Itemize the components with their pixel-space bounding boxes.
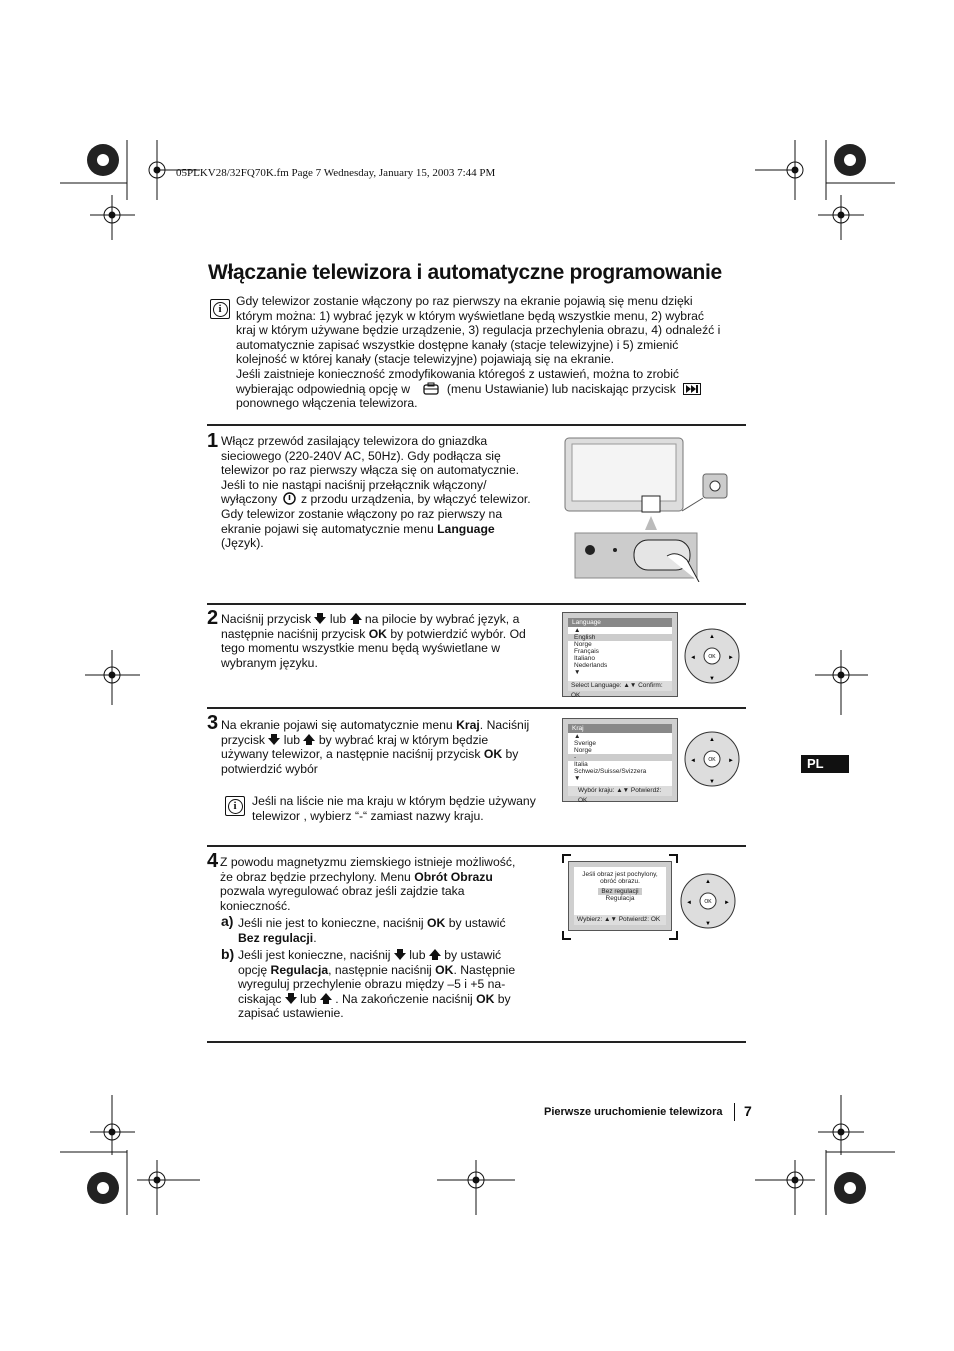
svg-text:▲: ▲ [709,634,715,640]
menu-footer: Wybór kraju: ▲▼ Potwierdź: OK [568,786,672,796]
svg-text:◄: ◄ [690,655,696,661]
power-icon [283,492,296,505]
svg-text:▼: ▼ [705,921,711,927]
divider [207,424,746,426]
menu-footer: Select Language: ▲▼ Confirm: OK [568,681,672,691]
option-a-text: Jeśli nie jest to konieczne, naciśnij OK by ustawić Bez regulacji. [238,916,506,945]
footer-section: Pierwsze uruchomienie telewizora [544,1106,723,1118]
down-arrow-icon [268,734,280,745]
rotation-menu-screen [568,861,672,931]
step-3-number: 3 [207,712,219,734]
page-number: 7 [744,1103,752,1119]
menu-up-arrow: ▲ [574,627,581,634]
remote-joystick-icon [684,731,740,787]
menu-up-arrow: ▲ [574,733,581,740]
info-icon: i [225,796,245,816]
footer-divider [734,1103,735,1121]
menu-item: - [568,754,672,761]
menu-title: Language [568,618,672,627]
menu-message: obróć obrazu. [600,878,640,885]
menu-item: Français [574,648,599,655]
info-icon: i [210,299,230,319]
step-3-note: Jeśli na liście nie ma kraju w którym będzie używany telewizor , wybierz “-“ zamiast nazwy kraju. [252,794,536,823]
country-menu-screen [562,718,678,802]
menu-item: Bez regulacji [598,888,641,895]
menu-item: Italia [574,761,588,768]
step-2-number: 2 [207,607,219,629]
down-arrow-icon [285,993,297,1004]
svg-text:▲: ▲ [705,879,711,885]
language-menu-screen [562,612,678,697]
ok-label: OK [708,757,716,763]
up-arrow-icon [303,734,315,745]
svg-text:►: ► [728,758,734,764]
svg-text:▲: ▲ [709,737,715,743]
menu-item: Norge [574,747,592,754]
fast-forward-icon [683,383,701,395]
intro-text: Gdy telewizor zostanie włączony po raz pierwszy na ekranie pojawią się menu dzięki którym można: 1) wybrać język w którym wyświetlane będą wszystkie menu, 2) wybrać kraj w którym używane będzie urządzenie, 3) regulacja przechylenia obrazu, 4) odnaleźć i automatycznie zapisać wszystkie dostępne kanały (stacje telewizyjne) i 5) zmienić kolejność w której kanały (stacje telewizyjne) pojawiają się na ekranie. Jeśli zaistnieje konieczność zmodyfikowania któregoś z ustawień, można to zrobić wybierając odpowiednią opcję w (menu Ustawianie) lub naciskając przycisk ponownego włączenia telewizora. [236,294,721,411]
menu-item: Regulacja [605,895,635,902]
down-arrow-icon [394,949,406,960]
step-3-text: Na ekranie pojawi się automatycznie menu Kraj. Naciśnij przycisk lub by wybrać kraj w którym będzie używany telewizor, a następnie naciśnij przycisk OK by potwierdzić wybór [221,718,530,776]
down-arrow-icon [314,613,326,624]
menu-message: Jeśli obraz jest pochylony, [582,871,658,878]
divider [207,603,746,605]
svg-text:◄: ◄ [690,758,696,764]
ok-label: OK [708,654,716,660]
tv-illustration [562,436,742,582]
menu-item: English [568,634,672,641]
divider [207,707,746,709]
file-header: 05PLKV28/32FQ70K.fm Page 7 Wednesday, January 15, 2003 7:44 PM [176,167,496,179]
option-a-label: a) [221,913,234,929]
step-1-number: 1 [207,430,219,452]
svg-text:►: ► [728,655,734,661]
up-arrow-icon [429,949,441,960]
step-4-text: Z powodu magnetyzmu ziemskiego istnieje możliwość, że obraz będzie przechylony. Menu Obrót Obrazu pozwala wyregulować obraz jeśli zajdzie taka konieczność. [220,855,516,913]
divider [207,845,746,847]
menu-title: Kraj [568,724,672,733]
menu-down-arrow: ▼ [574,669,581,676]
divider [207,1041,746,1043]
svg-text:◄: ◄ [686,900,692,906]
remote-joystick-icon [680,873,736,929]
ok-label: OK [704,899,712,905]
setup-menu-icon [422,382,440,395]
menu-footer: Wybierz: ▲▼ Potwierdź: OK [574,915,666,925]
up-arrow-icon [350,613,362,624]
up-arrow-icon [320,993,332,1004]
menu-item: Nederlands [574,662,608,669]
step-2-text: Naciśnij przycisk lub na pilocie by wybrać język, a następnie naciśnij przycisk OK by potwierdzić wybór. Od tego momentu wszystkie menu będą wyświetlane w wybranym języku. [221,612,526,670]
menu-item: Italiano [574,655,595,662]
step-1-text: Włącz przewód zasilający telewizora do gniazdka sieciowego (220-240V AC, 50Hz). Gdy podłącza się telewizor po raz pierwszy włącza się on automatycznie. Jeśli to nie nastąpi naciśnij przełącznik włączony/ wyłączony z przodu urządzenia, by włączyć telewizor. Gdy telewizor zostanie włączony po raz pierwszy na ekranie pojawi się automatycznie menu Language (Język). [221,434,531,551]
language-tab: PL [801,755,849,773]
step-4-number: 4 [207,850,219,872]
menu-item: Schweiz/Suisse/Svizzera [574,768,647,775]
svg-text:►: ► [724,900,730,906]
svg-text:▼: ▼ [709,676,715,682]
menu-item: Norge [574,641,592,648]
svg-text:▼: ▼ [709,779,715,785]
menu-down-arrow: ▼ [574,775,581,782]
page-title: Włączanie telewizora i automatyczne programowanie [208,261,722,284]
remote-joystick-icon [684,628,740,684]
option-b-label: b) [221,946,235,962]
menu-item: Sverige [574,740,597,747]
option-b-text: Jeśli jest konieczne, naciśnij lub by ustawić opcję Regulacja, następnie naciśnij OK. Następnie wyreguluj przechylenie obrazu między –5 i +5 na- ciskając lub . Na zakończenie naciśnij OK by zapisać ustawienie. [238,948,516,1021]
